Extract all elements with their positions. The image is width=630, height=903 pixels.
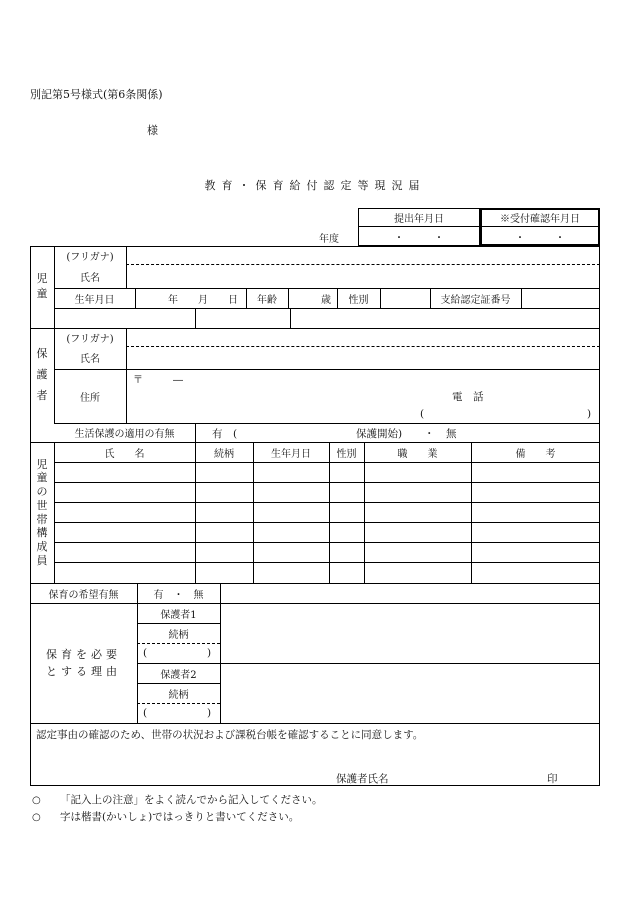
submit-date-field[interactable]: ・ ・ <box>394 232 444 244</box>
guardian2-paren-open: ( <box>143 707 148 719</box>
child-age-field[interactable]: 歳 <box>321 294 331 306</box>
vertical-char: 帯 <box>36 512 48 526</box>
vertical-char: 世 <box>36 498 48 512</box>
phone-paren-close: ) <box>587 408 592 420</box>
household-header-relation: 続柄 <box>214 448 234 460</box>
guardian1-label: 保護者1 <box>160 609 197 621</box>
welfare-yes-option[interactable]: 有 ( <box>212 428 238 440</box>
note-bullet-icon: ○ <box>32 812 41 823</box>
guardian1-relation-label: 続柄 <box>168 629 189 641</box>
vertical-char: 童 <box>36 471 48 485</box>
child-gender-field[interactable] <box>380 288 430 308</box>
note-bullet-icon: ○ <box>32 795 41 806</box>
vertical-char: 児 <box>36 272 48 286</box>
form-title: 教育・保育給付認定等現況届 <box>204 179 426 192</box>
vertical-char: 童 <box>36 287 48 300</box>
addressee-suffix: 様 <box>147 124 158 137</box>
vertical-char: 護 <box>36 368 48 382</box>
vertical-char: の <box>36 485 48 498</box>
welfare-separator: ・ <box>424 428 435 440</box>
guardian1-relation-field[interactable] <box>150 646 205 661</box>
phone-paren-open: ( <box>420 408 425 420</box>
guardian-address-label: 住所 <box>80 392 100 404</box>
household-section-label <box>30 442 54 583</box>
child-gender-label: 性別 <box>348 294 369 306</box>
guardian-furigana-field[interactable] <box>126 328 600 346</box>
postal-code-field[interactable]: 〒 ― <box>133 375 183 386</box>
child-name-field[interactable] <box>126 264 600 288</box>
guardian-name-field[interactable] <box>126 346 600 369</box>
guardian1-reason-field[interactable] <box>221 604 599 663</box>
note-text: 字は楷書(かいしょ)ではっきりと書いてください。 <box>60 811 300 823</box>
guardian-section-label <box>30 328 54 423</box>
household-member-row[interactable] <box>54 522 600 542</box>
note-item <box>32 809 299 824</box>
guardian1-relation-separator <box>137 643 220 644</box>
child-cert-no-label: 支給認定証番号 <box>440 294 511 306</box>
guardian2-label: 保護者2 <box>160 669 197 681</box>
guardian-furigana-label: (フリガナ) <box>66 333 114 345</box>
guardian2-relation-label: 続柄 <box>168 689 189 701</box>
guardian1-paren-open: ( <box>143 647 148 659</box>
guardian2-paren-close: ) <box>207 707 212 719</box>
vertical-char: 員 <box>36 553 48 567</box>
guardian1-paren-close: ) <box>207 647 212 659</box>
vertical-char: 児 <box>36 457 48 471</box>
child-furigana-field[interactable] <box>126 246 600 264</box>
reason-label-line2: とする理由 <box>46 665 121 678</box>
welfare-start-label: 保護開始) <box>356 428 403 440</box>
child-row-divider <box>195 308 196 328</box>
child-furigana-label: (フリガナ) <box>66 251 114 263</box>
child-section-label <box>30 246 54 328</box>
form-header-label: 別記第5号様式(第6条関係) <box>30 88 163 101</box>
receipt-date-label: ※受付確認年月日 <box>500 213 580 225</box>
childcare-wish-label: 保育の希望有無 <box>48 589 119 601</box>
household-header-occupation: 職 業 <box>397 448 438 460</box>
household-member-row[interactable] <box>54 502 600 522</box>
phone-field[interactable] <box>425 407 585 421</box>
vertical-char: 構 <box>36 526 48 540</box>
note-item <box>32 792 323 807</box>
household-header-remarks: 備 考 <box>515 448 556 460</box>
guardian-row-line <box>54 369 600 370</box>
child-row-divider <box>290 308 291 328</box>
household-member-row[interactable] <box>54 562 600 583</box>
child-name-label: 氏名 <box>80 272 100 284</box>
guardian-name-label: 氏名 <box>80 354 100 365</box>
receipt-date-field[interactable]: ・ ・ <box>515 232 565 244</box>
seal-label: 印 <box>547 773 558 785</box>
reason-label-line1: 保育を必要 <box>46 647 121 661</box>
household-member-row[interactable] <box>54 462 600 482</box>
household-member-row[interactable] <box>54 482 600 502</box>
vertical-char: 成 <box>36 540 48 553</box>
child-birthdate-field[interactable]: 年 月 日 <box>168 294 238 306</box>
childcare-wish-options[interactable]: 有 ・ 無 <box>153 589 204 601</box>
signature-label: 保護者氏名 <box>336 773 389 785</box>
submit-date-label: 提出年月日 <box>394 213 444 225</box>
child-cert-no-field[interactable] <box>521 288 600 308</box>
vertical-char: 者 <box>36 388 48 402</box>
guardian2-relation-field[interactable] <box>150 706 205 721</box>
child-row-line <box>54 308 600 309</box>
consent-statement: 認定事由の確認のため、世帯の状況および課税台帳を確認することに同意します。 <box>36 729 424 741</box>
welfare-label: 生活保護の適用の有無 <box>74 429 175 440</box>
note-text: 「記入上の注意」をよく読んでから記入してください。 <box>60 794 323 806</box>
guardian2-reason-field[interactable] <box>221 664 599 722</box>
child-birthdate-label: 生年月日 <box>74 294 115 306</box>
vertical-char: 保 <box>36 347 48 361</box>
signature-field[interactable] <box>400 766 540 784</box>
childcare-reason-label <box>30 603 137 723</box>
household-header-gender: 性別 <box>336 448 357 460</box>
household-header-name: 氏 名 <box>104 448 145 460</box>
phone-label: 電 話 <box>452 391 484 403</box>
guardian2-relation-separator <box>137 703 220 704</box>
year-label: 年度 <box>319 233 339 245</box>
section-line <box>30 723 600 724</box>
household-member-row[interactable] <box>54 542 600 562</box>
welfare-no-option[interactable]: 無 <box>446 428 457 440</box>
welfare-divider <box>195 423 196 442</box>
household-header-birthdate: 生年月日 <box>271 448 311 460</box>
child-age-label: 年齢 <box>257 294 277 306</box>
